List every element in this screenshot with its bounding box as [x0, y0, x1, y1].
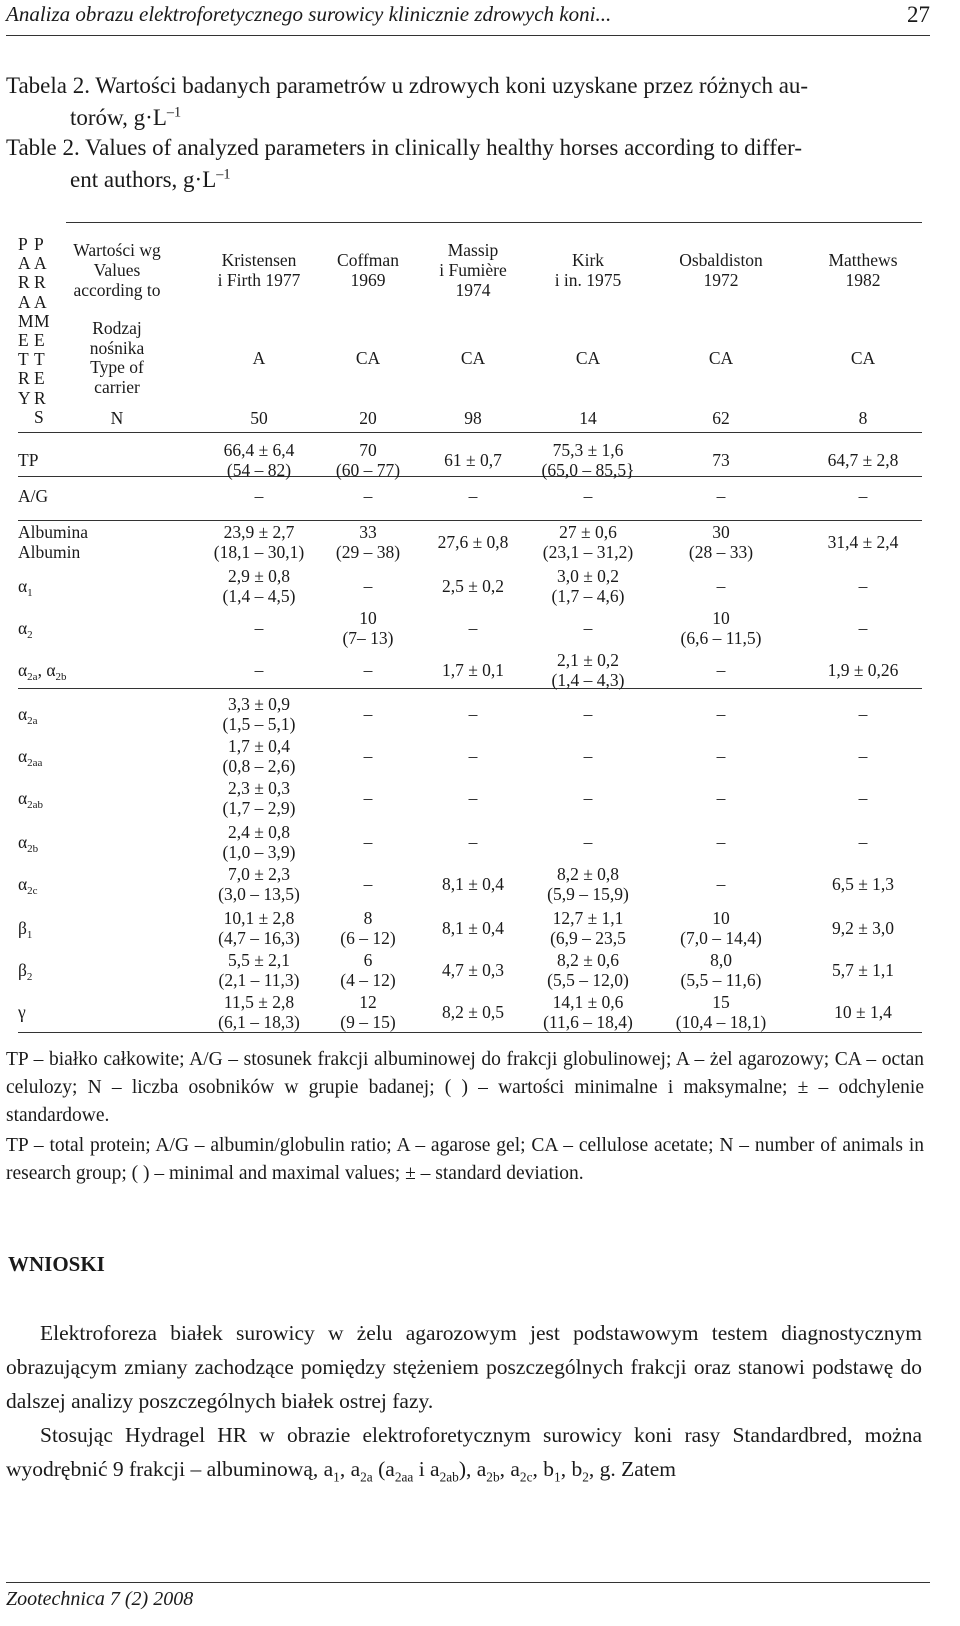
- table-cell: (10,4 – 18,1): [675, 1012, 767, 1032]
- table-cell: –: [363, 746, 373, 766]
- n-value: 14: [579, 408, 597, 428]
- table-cell: 30: [712, 522, 730, 542]
- carrier-value: A: [252, 348, 266, 368]
- table-cell: (54 – 82): [226, 460, 292, 480]
- table-cell: –: [363, 576, 373, 596]
- vertical-label-letter: E: [34, 368, 45, 389]
- table-cell: (9 – 15): [340, 1012, 396, 1032]
- table-cell: 61 ± 0,7: [444, 450, 502, 470]
- table-cell: (5,9 – 15,9): [547, 884, 629, 904]
- row-label: $\alpha_2$: [18, 618, 33, 641]
- row-label: Albumina Albumin: [18, 522, 88, 562]
- footer-rule: [6, 1582, 930, 1583]
- table-cell: –: [468, 704, 478, 724]
- fraction-subscript: 1: [333, 1469, 340, 1485]
- table-cell: 31,4 ± 2,4: [827, 532, 899, 552]
- row-label: TP: [18, 450, 39, 470]
- table-cell: –: [858, 576, 868, 596]
- table-cell: 8,2 ± 0,6: [556, 950, 620, 970]
- table-rule: [18, 432, 922, 433]
- table-cell: –: [858, 618, 868, 638]
- table-caption-pl: [6, 70, 916, 134]
- table-cell: (1,4 – 4,5): [222, 586, 296, 606]
- table-cell: –: [363, 832, 373, 852]
- footnote-pl: TP – białko całkowite; A/G – stosunek frakcji albuminowej do frakcji globulinowej; A – żel agarozowy; CA – octan celulozy; N – liczba osobników w grupie badanej; ( ) – wartości minimalne i maksymalne; ± – odchylenie standardowe.: [6, 1049, 924, 1126]
- author-name: Massip: [447, 240, 499, 260]
- fraction-subscript: 2b: [486, 1469, 500, 1485]
- table-cell: –: [583, 788, 593, 808]
- table-rule: [18, 1032, 922, 1033]
- vertical-label-letter: R: [18, 272, 30, 293]
- vertical-label-letter: A: [34, 253, 47, 274]
- table-cell: 12,7 ± 1,1: [552, 908, 624, 928]
- table-cell: –: [716, 704, 726, 724]
- footnote-en: TP – total protein; A/G – albumin/globulin ratio; A – agarose gel; CA – cellulose acetate; N – number of animals in research group; ( ) – minimal and maximal values; ± – standard deviation.: [6, 1135, 924, 1184]
- table-cell: 1,9 ± 0,26: [827, 660, 899, 680]
- row-label: $\alpha_{2a}$, $\alpha_{2b}$: [18, 660, 67, 683]
- author-year: 1982: [845, 270, 881, 290]
- fraction-subscript: 2ab: [439, 1469, 459, 1485]
- table-cell: –: [363, 486, 373, 506]
- table-cell: (6,1 – 18,3): [218, 1012, 300, 1032]
- table-cell: 1,7 ± 0,1: [441, 660, 505, 680]
- table-cell: 75,3 ± 1,6: [552, 440, 624, 460]
- vertical-label-letter: M: [34, 310, 50, 331]
- table-cell: (7– 13): [342, 628, 394, 648]
- table-cell: 73: [712, 450, 730, 470]
- table-cell: (60 – 77): [335, 460, 401, 480]
- vertical-label-letter: R: [34, 387, 46, 408]
- table-cell: (18,1 – 30,1): [213, 542, 305, 562]
- row-label: $\beta_1$: [18, 918, 33, 941]
- row-label: $\alpha_1$: [18, 576, 33, 599]
- table-cell: 8,1 ± 0,4: [441, 874, 505, 894]
- table-cell: –: [363, 788, 373, 808]
- table-cell: –: [716, 746, 726, 766]
- vertical-label-letter: A: [18, 291, 31, 312]
- footer-journal: Zootechnica 7 (2) 2008: [6, 1588, 194, 1610]
- table-cell: –: [583, 486, 593, 506]
- table-cell: 27 ± 0,6: [559, 522, 617, 542]
- table-cell: (4,7 – 16,3): [218, 928, 300, 948]
- table-cell: 5,5 ± 2,1: [227, 950, 291, 970]
- table-rule: [66, 222, 922, 223]
- n-value: 62: [712, 408, 730, 428]
- vertical-label-letter: T: [34, 349, 45, 370]
- header-rule: [6, 35, 930, 36]
- page-number: 27: [907, 2, 930, 27]
- author-name: Kirk: [571, 250, 605, 270]
- table-cell: –: [468, 486, 478, 506]
- table-cell: –: [254, 486, 264, 506]
- row-label: $\alpha_{2aa}$: [18, 746, 43, 769]
- caption-pl-line1: Tabela 2. Wartości badanych parametrów u zdrowych koni uzyskane przez różnych au-: [6, 73, 809, 98]
- running-title: Analiza obrazu elektroforetycznego surowicy klinicznie zdrowych koni...: [6, 2, 612, 26]
- table-cell: –: [468, 832, 478, 852]
- table-cell: –: [468, 746, 478, 766]
- table-cell: –: [716, 576, 726, 596]
- table-cell: 11,5 ± 2,8: [223, 992, 295, 1012]
- row-label: $\alpha_{2a}$: [18, 704, 38, 727]
- table-cell: –: [254, 660, 264, 680]
- author-year: i in. 1975: [554, 270, 622, 290]
- carrier-value: CA: [850, 348, 876, 368]
- vertical-label-letter: Y: [18, 387, 31, 408]
- author-year: 1974: [455, 280, 491, 300]
- fraction-subscript: 2aa: [394, 1469, 414, 1485]
- caption-pl-line2: torów, $g\cdot L^{-1}$: [70, 104, 182, 130]
- table-cell: 66,4 ± 6,4: [223, 440, 295, 460]
- vertical-label-letter: A: [34, 291, 47, 312]
- table-cell: –: [363, 660, 373, 680]
- fraction-subscript: 1: [554, 1469, 561, 1485]
- table-cell: 14,1 ± 0,6: [552, 992, 624, 1012]
- row-label: $\alpha_{2b}$: [18, 832, 39, 855]
- author-year: 1969: [350, 270, 386, 290]
- fraction-subscript: 2c: [519, 1469, 533, 1485]
- table-cell: 64,7 ± 2,8: [827, 450, 899, 470]
- table-cell: –: [583, 746, 593, 766]
- table-cell: 10: [712, 908, 730, 928]
- vertical-label-letter: E: [34, 330, 45, 350]
- table-cell: 2,9 ± 0,8: [227, 566, 291, 586]
- table-cell: 3,3 ± 0,9: [227, 694, 291, 714]
- caption-en-line2: ent authors, $g\cdot L^{-1}$: [70, 166, 231, 192]
- table-cell: (6,6 – 11,5): [680, 628, 762, 648]
- row-label: γ: [18, 1002, 26, 1022]
- values-by-label: Wartości wg: [73, 240, 161, 260]
- table-cell: –: [363, 874, 373, 894]
- table-cell: –: [363, 704, 373, 724]
- parameters-table: [18, 222, 922, 1034]
- n-value: 8: [858, 408, 868, 428]
- table-cell: (5,5 – 12,0): [547, 970, 629, 990]
- body-paragraph-2: Stosując Hydragel HR w obrazie elektroforetycznym surowicy koni rasy Standardbred, można wyodrębnić 9 frakcji – albuminową, $a_1$, $a_{2a}$ ($a_{2aa}$ i $a_{2ab}$), $a_{2b}$, $a_{2c}$, $b_1$, $b_2$, g. Zatem: [6, 1423, 922, 1485]
- vertical-label-letter: R: [18, 368, 30, 389]
- table-cell: (1,5 – 5,1): [222, 714, 296, 734]
- fraction-separator: , g. Zatem: [588, 1457, 677, 1481]
- carrier-label: nośnika: [89, 337, 145, 358]
- fraction-separator: ), a: [458, 1457, 487, 1481]
- fraction-subscript: 2a: [360, 1469, 373, 1485]
- table-cell: (1,0 – 3,9): [222, 842, 296, 862]
- table-cell: 2,5 ± 0,2: [441, 576, 505, 596]
- carrier-label: Rodzaj: [92, 318, 142, 338]
- row-label: $\alpha_{2c}$: [18, 874, 38, 897]
- caption-en-line1: Table 2. Values of analyzed parameters in clinically healthy horses according to differ-: [6, 135, 803, 160]
- table-cell: (65,0 – 85,5}: [541, 460, 635, 480]
- table-cell: –: [716, 660, 726, 680]
- table-cell: 3,0 ± 0,2: [556, 566, 620, 586]
- table-caption-en: [6, 132, 916, 196]
- table-cell: 10: [712, 608, 730, 628]
- table-cell: 2,3 ± 0,3: [227, 778, 291, 798]
- table-cell: –: [254, 618, 264, 638]
- vertical-label-letter: R: [34, 272, 46, 293]
- row-label: $\beta_2$: [18, 960, 33, 983]
- table-cell: 12: [359, 992, 377, 1012]
- vertical-label-letter: S: [34, 406, 44, 427]
- table-cell: 1,7 ± 0,4: [227, 736, 291, 756]
- table-cell: –: [583, 704, 593, 724]
- table-cell: 2,4 ± 0,8: [227, 822, 291, 842]
- table-cell: –: [858, 704, 868, 724]
- table-cell: 4,7 ± 0,3: [441, 960, 505, 980]
- table-cell: 8,2 ± 0,5: [441, 1002, 505, 1022]
- fraction-separator: , b: [560, 1457, 583, 1481]
- table-cell: (6 – 12): [340, 928, 396, 948]
- vertical-label-letter: T: [18, 349, 29, 370]
- author-year: i Firth 1977: [217, 270, 301, 290]
- table-cell: 7,0 ± 2,3: [227, 864, 291, 884]
- table-cell: (1,7 – 2,9): [222, 798, 296, 818]
- table-cell: (3,0 – 13,5): [218, 884, 300, 904]
- table-cell: –: [716, 486, 726, 506]
- vertical-label-letter: P: [34, 234, 44, 254]
- table-cell: –: [858, 746, 868, 766]
- table-rule: [18, 520, 922, 521]
- table-rule: [18, 688, 922, 689]
- table-cell: 10: [359, 608, 377, 628]
- row-label: $\alpha_{2ab}$: [18, 788, 44, 811]
- table-cell: –: [583, 618, 593, 638]
- fraction-separator: , a: [499, 1457, 520, 1481]
- table-cell: –: [858, 832, 868, 852]
- table-cell: (2,1 – 11,3): [218, 970, 300, 990]
- table-cell: (29 – 38): [335, 542, 401, 562]
- table-cell: –: [468, 788, 478, 808]
- vertical-label-letter: E: [18, 330, 29, 350]
- table-cell: 9,2 ± 3,0: [831, 918, 895, 938]
- table-cell: (28 – 33): [688, 542, 754, 562]
- table-cell: 2,1 ± 0,2: [556, 650, 620, 670]
- author-name: Matthews: [828, 250, 898, 270]
- author-name: Kristensen: [221, 250, 297, 270]
- author-name: Coffman: [337, 250, 399, 270]
- vertical-label-letter: M: [18, 310, 34, 331]
- fraction-separator: i a: [413, 1457, 440, 1481]
- n-value: 20: [359, 408, 377, 428]
- values-by-label: Values: [93, 260, 141, 280]
- vertical-label-letter: P: [18, 234, 28, 254]
- table-cell: (5,5 – 11,6): [680, 970, 762, 990]
- table-cell: 15: [712, 992, 730, 1012]
- fraction-subscript: 2: [582, 1469, 589, 1485]
- table-cell: 8,0: [710, 950, 732, 970]
- table-cell: –: [716, 788, 726, 808]
- table-cell: (7,0 – 14,4): [680, 928, 762, 948]
- table-cell: –: [858, 788, 868, 808]
- table-rule: [18, 476, 922, 477]
- n-value: 50: [250, 408, 268, 428]
- table-cell: 10,1 ± 2,8: [223, 908, 295, 928]
- table-cell: 70: [359, 440, 377, 460]
- author-year: i Fumière: [439, 260, 507, 280]
- table-cell: 27,6 ± 0,8: [437, 532, 509, 552]
- table-cell: (4 – 12): [340, 970, 396, 990]
- table-cell: –: [583, 832, 593, 852]
- table-cell: (1,4 – 4,3): [551, 670, 625, 690]
- table-cell: –: [716, 874, 726, 894]
- section-heading: WNIOSKI: [8, 1252, 105, 1276]
- table-cell: –: [468, 618, 478, 638]
- table-cell: (1,7 – 4,6): [551, 586, 625, 606]
- table-cell: (11,6 – 18,4): [543, 1012, 633, 1032]
- fraction-separator: (a: [372, 1457, 395, 1481]
- carrier-value: CA: [708, 348, 734, 368]
- carrier-value: CA: [575, 348, 601, 368]
- table-cell: 23,9 ± 2,7: [223, 522, 295, 542]
- carrier-label: Type of: [90, 357, 144, 377]
- author-year: 1972: [703, 270, 739, 290]
- n-value: 98: [464, 408, 482, 428]
- table-cell: 6,5 ± 1,3: [831, 874, 895, 894]
- fraction-separator: , a: [339, 1457, 361, 1481]
- table-cell: 8: [363, 908, 373, 928]
- table-cell: (0,8 – 2,6): [222, 756, 296, 776]
- author-name: Osbaldiston: [679, 250, 763, 270]
- row-label: A/G: [18, 486, 49, 506]
- table-cell: 5,7 ± 1,1: [831, 960, 895, 980]
- table-cell: –: [716, 832, 726, 852]
- n-label: N: [110, 408, 124, 428]
- carrier-value: CA: [355, 348, 381, 368]
- carrier-value: CA: [460, 348, 486, 368]
- table-cell: –: [858, 486, 868, 506]
- table-cell: 8,2 ± 0,8: [556, 864, 620, 884]
- fraction-separator: , b: [532, 1457, 555, 1481]
- table-cell: 6: [363, 950, 373, 970]
- table-cell: 10 ± 1,4: [834, 1002, 892, 1022]
- table-cell: (23,1 – 31,2): [542, 542, 634, 562]
- carrier-label: carrier: [94, 376, 140, 397]
- table-cell: 8,1 ± 0,4: [441, 918, 505, 938]
- table-cell: (6,9 – 23,5: [550, 928, 626, 948]
- table-cell: 33: [359, 522, 377, 542]
- vertical-label-letter: A: [18, 253, 31, 274]
- values-by-label: according to: [73, 280, 161, 300]
- body-paragraph-1: Elektroforeza białek surowicy w żelu agarozowym jest podstawowym testem diagnostycznym obrazującym zmiany zachodzące pomiędzy stężeniem poszczególnych frakcji oraz stanowi podstawę do dalszej analizy poszczególnych białek ostrej fazy.: [6, 1321, 922, 1413]
